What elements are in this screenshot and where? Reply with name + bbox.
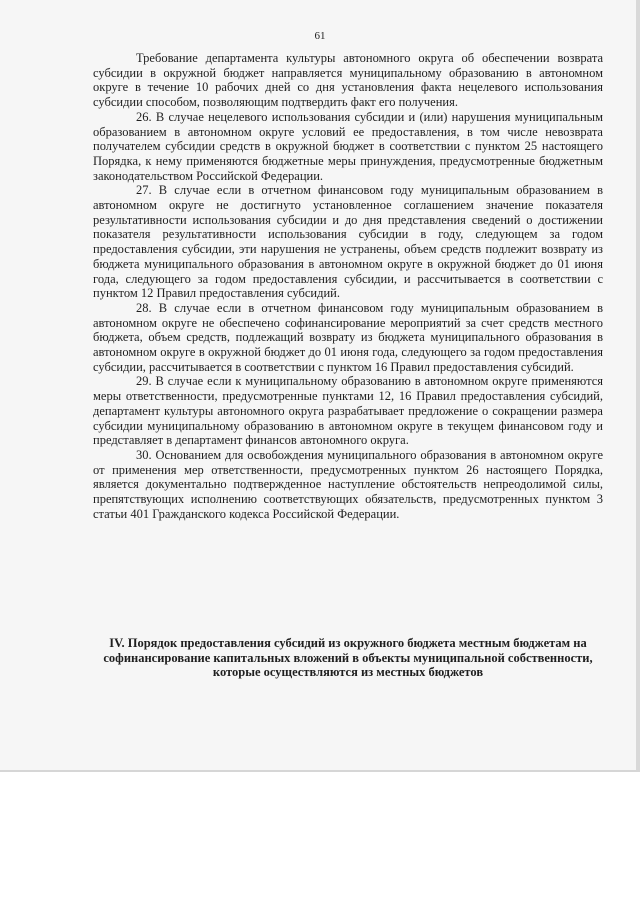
page-number: 61 bbox=[314, 30, 326, 42]
document-body bbox=[93, 51, 603, 522]
paragraph-29: 29. В случае если к муниципальному образованию в автономном округе применяются меры ответственности, предусмотренные пунктами 12, 16 Правил предоставления субсидий, департамент культуры автономного округа разрабатывает предложение о сокращении размера субсидии муниципальному образованию в автономном округе в текущем финансовом году и представляет в департамент финансов автономного округа. bbox=[93, 374, 603, 448]
paragraph-25-continuation: Требование департамента культуры автономного округа об обеспечении возврата субсидии в окружной бюджет направляется муниципальному образованию в автономном округе в течение 10 рабочих дней со дня установления факта нецелевого использования субсидии способом, позволяющим подтвердить факт его получения. bbox=[93, 51, 603, 110]
paragraph-27: 27. В случае если в отчетном финансовом году муниципальным образованием в автономном округе не достигнуто установленное соглашением значение показателя результативности использования субсидии и до дня представления сведений о достижении показателя результативности использования субсидии в году, следующем за годом предоставления субсидии, эти нарушения не устранены, объем средств подлежит возврату из бюджета муниципального образования в автономном округе в окружной бюджет до 01 июня года, следующего за годом предоставления субсидии, и рассчитывается в соответствии с пунктом 12 Правил предоставления субсидий. bbox=[93, 183, 603, 301]
paragraph-28: 28. В случае если в отчетном финансовом году муниципальным образованием в автономном округе не обеспечено софинансирование мероприятий за счет средств местного бюджета, объем средств, подлежащий возврату из бюджета муниципального образования в автономном округе в окружной бюджет до 01 июня года, следующего за годом предоставления субсидии, рассчитывается в соответствии с пунктом 16 Правил предоставления субсидий. bbox=[93, 300, 603, 374]
paragraph-26: 26. В случае нецелевого использования субсидии и (или) нарушения муниципальным образованием в автономном округе условий ее предоставления, в том числе невозврата получателем субсидии средств в окружной бюджет в соответствии с пунктом 25 настоящего Порядка, к нему применяются бюджетные меры принуждения, предусмотренные бюджетным законодательством Российской Федерации. bbox=[93, 109, 603, 183]
scan-edge-shadow-right bbox=[636, 0, 640, 770]
scan-edge-shadow-bottom bbox=[0, 770, 640, 772]
section-heading: IV. Порядок предоставления субсидий из окружного бюджета местным бюджетам на софинансирование капитальных вложений в объекты муниципальной собственности, которые осуществляются из местных бюджетов bbox=[103, 636, 593, 680]
paragraph-30: 30. Основанием для освобождения муниципального образования в автономном округе от применения мер ответственности, предусмотренных пунктом 26 настоящего Порядка, является документально подтвержденное наступление обстоятельств непреодолимой силы, препятствующих исполнению соответствующих обязательств, предусмотренных пунктом 3 статьи 401 Гражданского кодекса Российской Федерации. bbox=[93, 447, 603, 521]
